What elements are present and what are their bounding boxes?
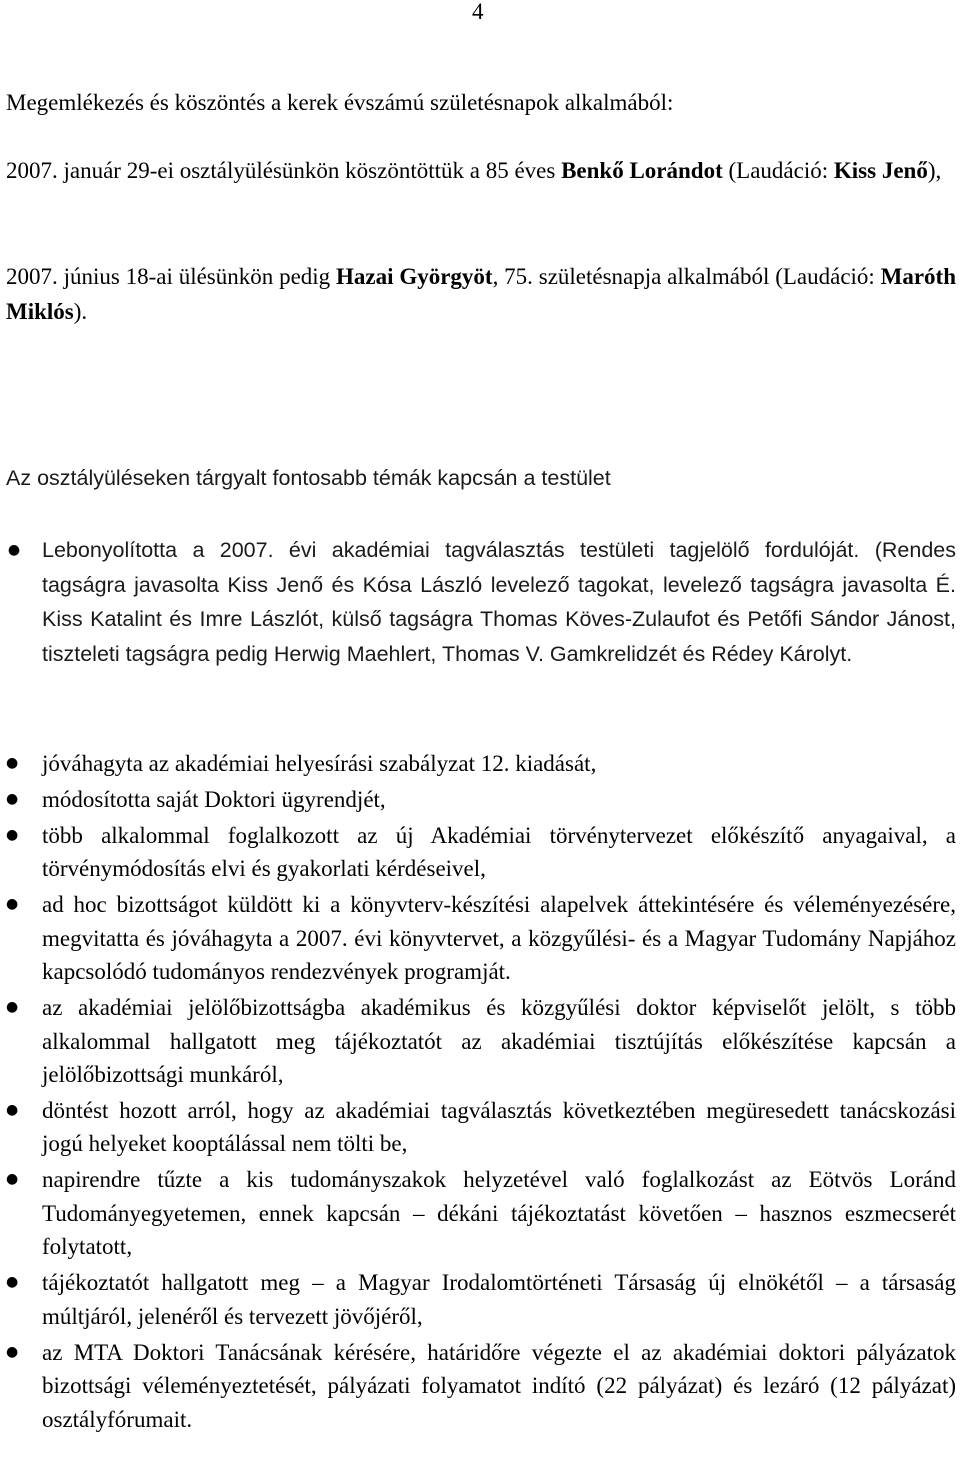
bullet-icon: ● — [6, 998, 19, 1015]
topics-heading: Az osztályüléseken tárgyalt fontosabb témák kapcsán a testület — [6, 466, 611, 490]
birthday1-middle: (Laudáció: — [722, 158, 834, 183]
birthday2-prefix: 2007. június 18-ai ülésünkön pedig — [6, 264, 337, 289]
list-item-election — [6, 533, 956, 671]
bullet-icon: ● — [6, 790, 19, 807]
page-number: 4 — [472, 0, 484, 24]
bullet-icon: ● — [6, 826, 19, 843]
list-item — [6, 991, 956, 1092]
list-item — [6, 1336, 956, 1437]
birthday1-suffix: ), — [927, 158, 942, 183]
birthday-paragraph-2 — [6, 260, 956, 329]
intro-paragraph: Megemlékezés és köszöntés a kerek évszámú születésnapok alkalmából: — [6, 90, 674, 115]
list-item — [6, 747, 956, 781]
list-item-text: az MTA Doktori Tanácsának kérésére, határidőre végezte el az akadémiai doktori pályázatok bizottsági véleményeztetését, pályázati folyamatot indító (22 pályázat) és lezáró (12 pályázat) osztályfórumait. — [42, 1339, 956, 1432]
birthday2-middle: , 75. születésnapja alkalmából (Laudáció: — [492, 264, 881, 289]
list-item-text: döntést hozott arról, hogy az akadémiai tagválasztás következtében megüresedett tanácskozási jogú helyeket kooptálással nem tölti be, — [42, 1097, 956, 1157]
bullet-icon: ● — [6, 1101, 19, 1118]
birthday-paragraph-1 — [6, 154, 956, 189]
bullet-icon: ● — [6, 895, 19, 912]
list-item-text: több alkalommal foglalkozott az új Akadémiai törvénytervezet előkészítő anyagaival, a törvénymódosítás elvi és gyakorlati kérdéseivel, — [42, 822, 956, 882]
birthday1-prefix: 2007. január 29-ei osztályülésünkön köszöntöttük a 85 éves — [6, 158, 562, 183]
bullet-icon: ● — [6, 1171, 19, 1188]
activity-list — [6, 747, 956, 1439]
birthday1-laudator: Kiss Jenő — [833, 158, 928, 183]
list-item — [6, 1163, 956, 1264]
list-item — [6, 1266, 956, 1333]
list-item — [6, 819, 956, 886]
list-item-text: napirendre tűzte a kis tudományszakok helyzetével való foglalkozást az Eötvös Loránd Tudományegyetemen, ennek kapcsán – dékáni tájékoztatást követően – hasznos eszmecserét folytatott, — [42, 1167, 956, 1260]
list-item-text: jóváhagyta az akadémiai helyesírási szabályzat 12. kiadását, — [42, 751, 597, 776]
list-item — [6, 1094, 956, 1161]
birthday2-suffix: ). — [73, 298, 88, 324]
bullet-icon: ● — [6, 1343, 19, 1360]
birthday2-laudator: Maróth Miklós — [6, 264, 957, 324]
list-item-text: Lebonyolította a 2007. évi akadémiai tagválasztás testületi tagjelölő fordulóját. (Rendes tagságra javasolta Kiss Jenő és Kósa László levelező tagokat, levelező tagságra javasolta É. Kiss Katalint és Imre Lászlót, külső tagságra Thomas Köves-Zulaufot és Petőfi Sándor Jánost, tiszteleti tagságra pedig Herwig Maehlert, Thomas V. Gamkrelidzét és Rédey Károlyt. — [42, 538, 956, 666]
list-item-text: az akadémiai jelölőbizottságba akadémikus és közgyűlési doktor képviselőt jelölt, s több alkalommal hallgatott meg tájékoztatót az akadémiai tisztújítás előkészítése kapcsán a jelölőbizottsági munkáról, — [42, 994, 956, 1088]
birthday1-name: Benkő Lorándot — [561, 158, 723, 183]
list-item-text: módosította saját Doktori ügyrendjét, — [42, 786, 386, 812]
birthday2-name: Hazai Györgyöt — [336, 264, 493, 289]
list-item — [6, 783, 956, 817]
list-item-text: tájékoztatót hallgatott meg – a Magyar Irodalomtörténeti Társaság új elnökétől – a társaság múltjáról, jelenéről és tervezett jövőjéről, — [42, 1270, 956, 1329]
bullet-icon: ● — [6, 755, 19, 771]
bullet-icon: ● — [6, 1274, 19, 1291]
list-item — [6, 888, 956, 989]
list-item-text: ad hoc bizottságot küldött ki a könyvterv-készítési alapelvek áttekintésére és véleményezésére, megvitatta és jóváhagyta a 2007. évi könyvtervet, a közgyűlési- és a Magyar Tudomány Napjához kapcsolódó tudományos rendezvények programját. — [42, 891, 956, 985]
bullet-icon: ● — [7, 542, 21, 558]
